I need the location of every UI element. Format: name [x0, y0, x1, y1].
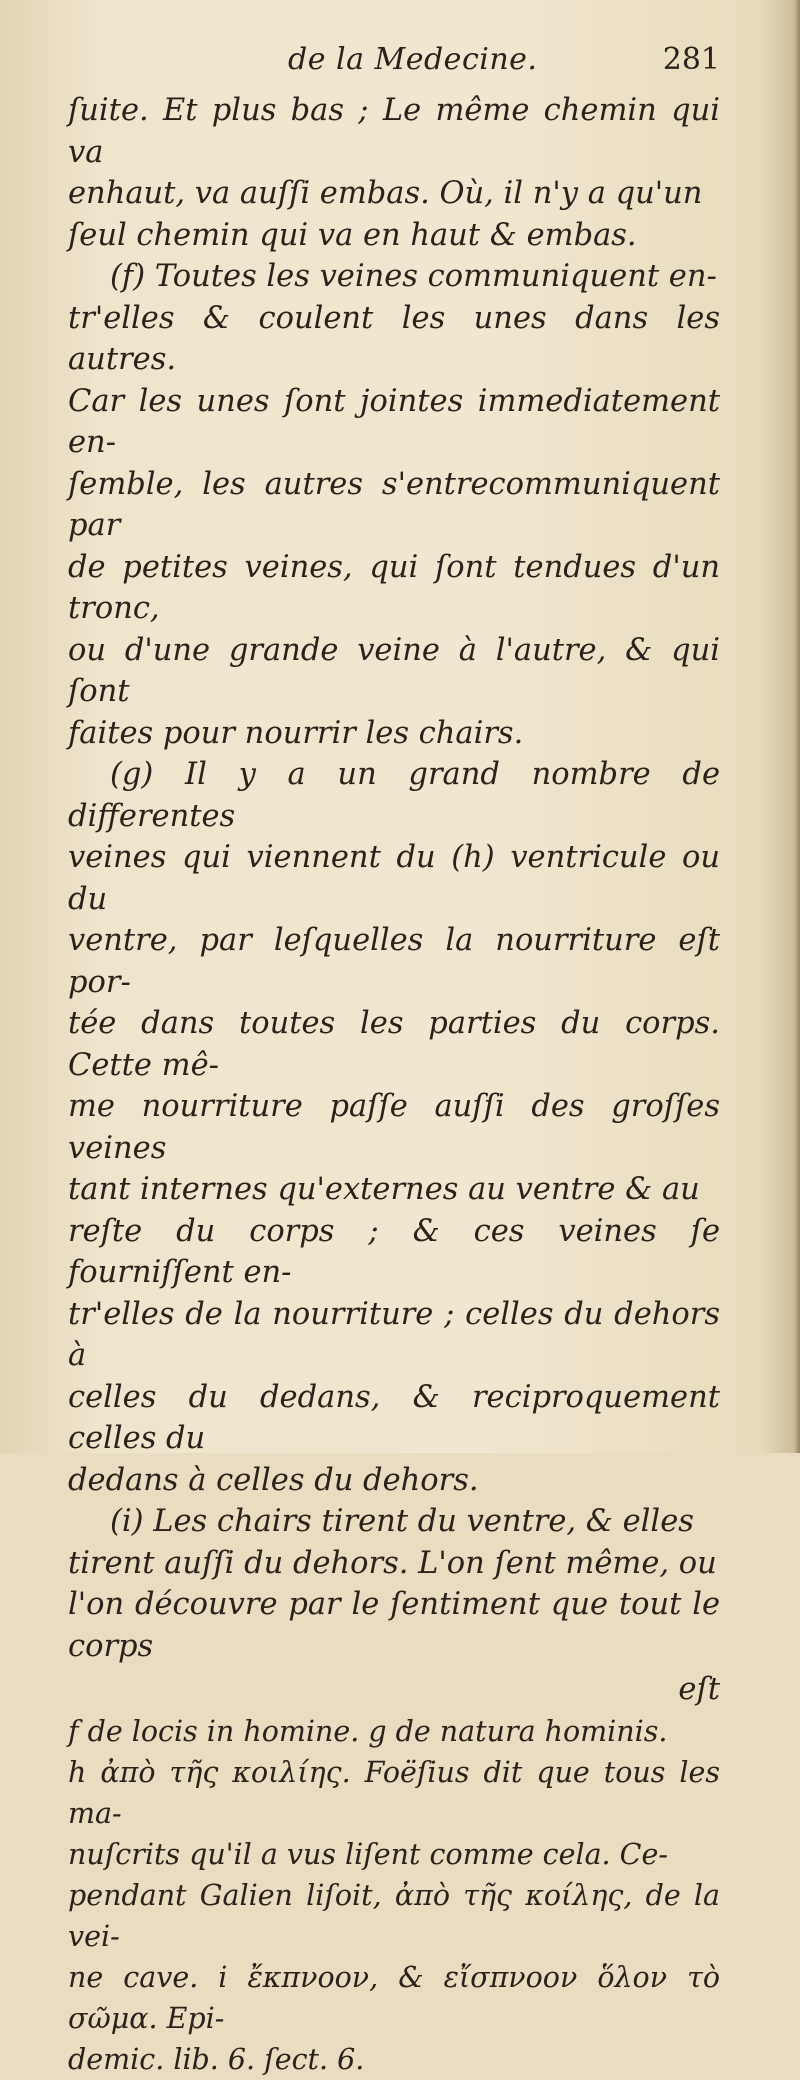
- paragraph-g: [68, 754, 720, 1501]
- text-line: celles du dedans, & reciproquement celles du: [68, 1379, 720, 1456]
- text-line: ventre, par leſquelles la nourriture eſt por-: [68, 923, 720, 1000]
- text-line: l'on découvre par le ſentiment que tout le corps: [68, 1587, 720, 1664]
- text-line: dedans à celles du dehors.: [68, 1462, 479, 1498]
- text-line: tirent auſſi du dehors. L'on ſent même, ou: [68, 1545, 717, 1581]
- text-line: me nourriture paſſe auſſi des groſſes veines: [68, 1089, 720, 1166]
- paragraph-f: [68, 256, 720, 754]
- page-number: 281: [662, 42, 720, 77]
- catchword: eſt: [678, 1672, 720, 1707]
- text-line: tant internes qu'externes au ventre & au: [68, 1172, 700, 1207]
- text-line: ſuite. Et plus bas ; Le même chemin qui va: [68, 93, 720, 170]
- text-line: de petites veines, qui ſont tendues d'un tronc,: [68, 549, 720, 626]
- text-line: (f) Toutes les veines communiquent en-: [110, 259, 717, 294]
- footnote-line: demic. lib. 6. ſect. 6.: [68, 2042, 365, 2076]
- text-line: Car les unes ſont jointes immediatement en-: [68, 383, 720, 460]
- text-line: veines qui viennent du (h) ventricule ou du: [68, 840, 720, 917]
- text-line: (i) Les chairs tirent du ventre, & elles: [110, 1504, 694, 1539]
- text-line: tée dans toutes les parties du corps. Cette mê-: [68, 1006, 720, 1083]
- footnote-line: h ἀπὸ τῆς κοιλίης. Foëſius dit que tous les ma-: [68, 1755, 720, 1830]
- main-text: [68, 90, 720, 1667]
- text-line: faites pour nourrir les chairs.: [68, 715, 524, 751]
- text-line: reſte du corps ; & ces veines ſe fourniſſent en-: [68, 1213, 720, 1290]
- footnote-line: f de locis in homine. g de natura hominis.: [68, 1714, 668, 1748]
- running-title: de la Medecine.: [288, 42, 538, 77]
- text-line: ou d'une grande veine à l'autre, & qui ſont: [68, 632, 720, 709]
- page-header: [68, 42, 720, 90]
- footnote-line: ne cave. i ἔκπνοον, & εἴσπνοον ὅλον τὸ σῶμα. Epi-: [68, 1960, 720, 2035]
- footnote-line: nuſcrits qu'il a vus liſent comme cela. Ce-: [68, 1837, 668, 1871]
- text-line: tr'elles de la nourriture ; celles du dehors à: [68, 1296, 720, 1373]
- text-line: enhaut, va auſſi embas. Où, il n'y a qu'un: [68, 176, 703, 211]
- text-line: (g) Il y a un grand nombre de differentes: [68, 757, 720, 834]
- text-line: tr'elles & coulent les unes dans les autres.: [68, 300, 720, 377]
- text-line: ſeul chemin qui va en haut & embas.: [68, 217, 637, 253]
- footnote-line: pendant Galien liſoit, ἀπὸ τῆς κοίλης, de la vei-: [68, 1878, 720, 1953]
- text-line: ſemble, les autres s'entrecommuniquent par: [68, 466, 720, 543]
- paragraph-i: [68, 1501, 720, 1667]
- paragraph-continuation: [68, 90, 720, 256]
- footnotes: [68, 1711, 720, 2080]
